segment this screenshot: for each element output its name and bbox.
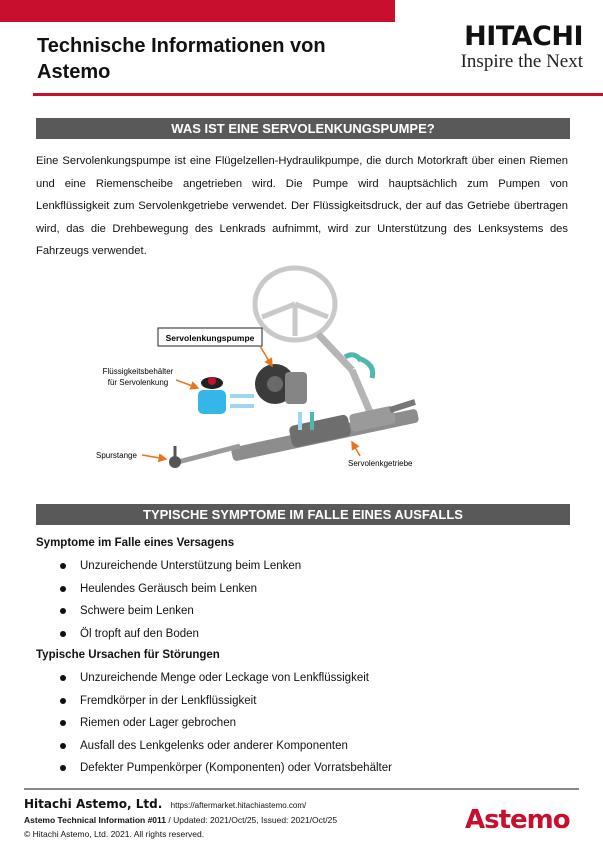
list-item: Schwere beim Lenken bbox=[58, 600, 301, 623]
astemo-logo: Astemo bbox=[465, 805, 570, 835]
list-item: Unzureichende Menge oder Leckage von Lenkflüssigkeit bbox=[58, 667, 392, 690]
footer-copyright: © Hitachi Astemo, Ltd. 2021. All rights reserved. bbox=[24, 829, 205, 839]
symptoms-list bbox=[58, 555, 301, 645]
rotation-arrow-icon-2 bbox=[358, 358, 373, 378]
reservoir-label-line1: Flüssigkeitsbehälter bbox=[102, 367, 174, 376]
reservoir-icon bbox=[198, 377, 226, 414]
list-item: Fremdkörper in der Lenkflüssigkeit bbox=[58, 690, 392, 713]
steering-wheel-icon bbox=[255, 268, 335, 340]
reservoir-label-line2: für Servolenkung bbox=[107, 378, 169, 387]
footer-info-title: Astemo Technical Information #011 bbox=[24, 815, 167, 825]
logo-brand: HITACHI bbox=[464, 21, 583, 52]
power-steering-diagram bbox=[90, 262, 530, 482]
causes-list bbox=[58, 667, 392, 780]
steering-gear bbox=[231, 402, 420, 462]
footer-url-link[interactable]: https://aftermarket.hitachiastemo.com/ bbox=[170, 801, 307, 810]
intro-paragraph: Eine Servolenkungspumpe ist eine Flügelzellen-Hydraulikpumpe, die durch Motorkraft über einen Riemen und eine Riemenscheibe angetrieben wird. Die Pumpe wird hauptsächlich zum Pumpen von Lenkflüssigkeit zum Servolenkgetriebe verwendet. Der Flüssigkeitsdruck, der auf das Getriebe übertragen wird, das die Drehbewegung des Lenkrads aufnimmt, wird zur Unterstützung des Lenksystems des Fahrzeugs verwendet. bbox=[36, 155, 568, 258]
tie-rod bbox=[169, 446, 240, 468]
section-heading-what-is: WAS IST EINE SERVOLENKUNGSPUMPE? bbox=[36, 118, 570, 139]
list-item: Ausfall des Lenkgelenks oder anderer Komponenten bbox=[58, 735, 392, 758]
pump-icon bbox=[255, 364, 307, 404]
symptoms-heading: Symptome im Falle eines Versagens bbox=[36, 537, 235, 549]
footer bbox=[24, 797, 444, 841]
list-item: Öl tropft auf den Boden bbox=[58, 623, 301, 646]
document-title: Technische Informationen von Astemo bbox=[37, 35, 326, 83]
gear-label: Servolenkgetriebe bbox=[348, 459, 413, 468]
header-divider bbox=[33, 93, 603, 96]
steering-column bbox=[318, 334, 370, 412]
list-item: Heulendes Geräusch beim Lenken bbox=[58, 578, 301, 601]
footer-brand: Hitachi Astemo, Ltd. bbox=[24, 797, 163, 811]
causes-heading: Typische Ursachen für Störungen bbox=[36, 649, 220, 661]
list-item: Defekter Pumpenkörper (Komponenten) oder Vorratsbehälter bbox=[58, 757, 392, 780]
list-item: Unzureichende Unterstützung beim Lenken bbox=[58, 555, 301, 578]
logo-tagline: Inspire the Next bbox=[460, 51, 583, 72]
top-accent-bar bbox=[0, 0, 395, 22]
footer-info-dates: / Updated: 2021/Oct/25, Issued: 2021/Oct/25 bbox=[166, 815, 338, 825]
list-item: Riemen oder Lager gebrochen bbox=[58, 712, 392, 735]
footer-divider bbox=[24, 788, 579, 790]
hitachi-logo bbox=[418, 22, 583, 72]
pump-label: Servolenkungspumpe bbox=[165, 333, 255, 343]
tierod-label: Spurstange bbox=[96, 451, 137, 460]
section-heading-symptoms: TYPISCHE SYMPTOME IM FALLE EINES AUSFALLS bbox=[36, 504, 570, 525]
